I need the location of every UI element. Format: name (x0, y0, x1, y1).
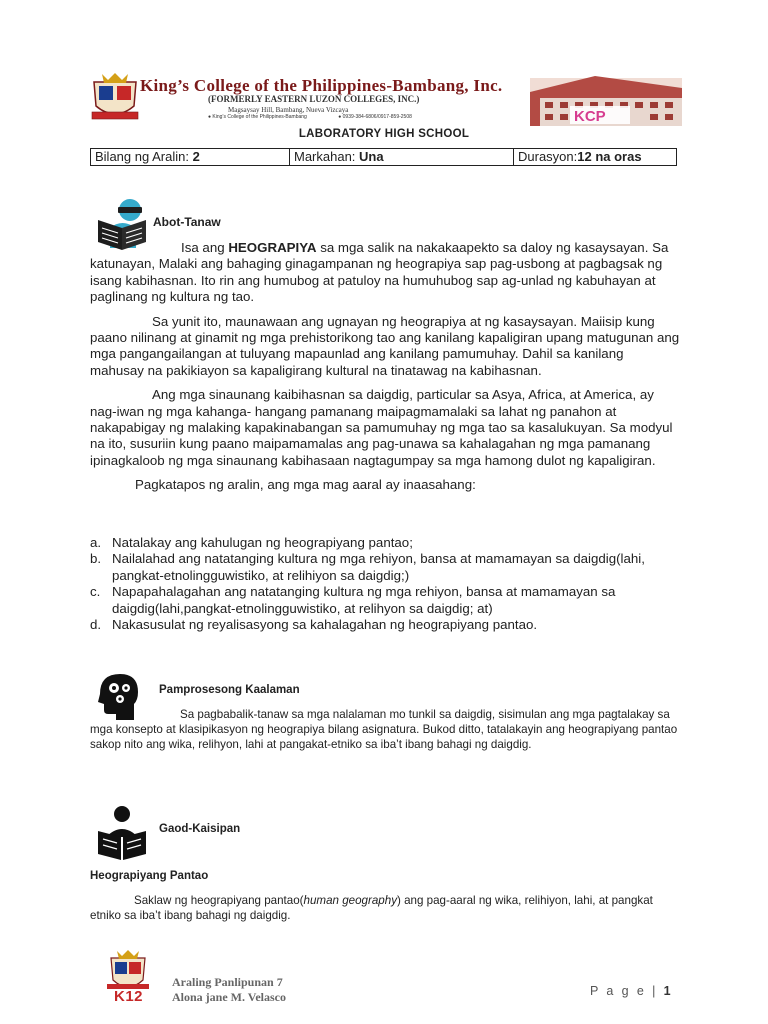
list-text: Nailalahad ang natatanging kultura ng mga rehiyon, bansa at mamamayan sa daigdig(lahi, pangkat-etnolingguwistiko, at relihiyon sa daigdig;) (112, 551, 645, 583)
school-crest-logo (92, 73, 138, 119)
lesson-number-value: 2 (192, 149, 200, 164)
list-item (90, 535, 660, 551)
school-former-name: (FORMERLY EASTERN LUZON COLLEGES, INC.) (208, 94, 420, 104)
heograpiyang-pantao-heading: Heograpiyang Pantao (90, 870, 209, 882)
list-item (90, 617, 660, 633)
footer-author: Alona jane M. Velasco (172, 990, 286, 1004)
list-item (90, 551, 660, 584)
quarter-label: Markahan: (294, 149, 356, 164)
p1-text-b: sa mga salik na nakakaapekto sa daloy ng kasaysayan. Sa katunayan, Malaki ang bahaging ginagampanan ng heograpiya sap pag-usbong at pagbagsak ng isang kabihasnan. Ito rin ang humubog at patuloy na humuhubog sap ag-unlad ng kabuhayan at paglinang ng kultura ng tao. (90, 240, 669, 305)
page-indicator (590, 984, 673, 998)
paragraph-3: Ang mga sinaunang kaibihasnan sa daigdig, particular sa Asya, Africa, at America, ay nag-iwan ng mga kahanga- hangang pamanang maipagmamalaki sa lahat ng panahon at nakapabigay ng malaking kapakinabangan sa pamumuhay ng mga tao sa kasalukuyan. Sa modyul na ito, susuriin kung paano maipamamalas ang pag-unawa sa kahalagahan ng mga pamanang ipinagkaloob ng mga sinaunang kabihasaan nagtagumpay sa mga hamong dulot ng kapaligiran. (90, 387, 673, 468)
list-marker: b. (90, 551, 102, 567)
list-text: Napapahalagahan ang natatanging kultura ng mga rehiyon, bansa at mamamayan sa daigdig(lahi,pangkat-etnolingguwistiko, at relihyon sa daigdig; at) (112, 584, 616, 616)
list-marker: a. (90, 535, 102, 550)
lesson-number-cell (91, 149, 290, 166)
footer-subject: Araling Panlipunan 7 (172, 975, 283, 989)
paragraph-2: Sa yunit ito, maunawaan ang ugnayan ng heograpiya at ng kasaysayan. Maiisip kung paano nilinang at ginamit ng mga prehistorikong tao ang kanilang kapaligiran upang matugunan ang mga pangangailangan at tuluyang mapaunlad ang kanilang pamumuhay. Dahil sa kanilang mahusay na pakikiayon sa kapaligirang kultural na tinatawag na kabihasnan. (90, 313, 680, 378)
gaod-italic-term: human geography (303, 894, 397, 907)
p1-keyword: HEOGRAPIYA (228, 240, 317, 255)
pamprosesong-body (90, 708, 680, 752)
paragraph-1 (90, 240, 680, 306)
reader-book-icon (96, 805, 148, 861)
unit-title: LABORATORY HIGH SCHOOL (298, 128, 470, 140)
page-number: 1 (663, 984, 673, 998)
page-label: P a g e (590, 984, 647, 998)
school-address: Magsaysay Hill, Bambang, Nueva Vizcaya (228, 106, 349, 114)
abot-tanaw-title: Abot-Tanaw (153, 215, 221, 229)
lesson-info-table (90, 148, 677, 166)
gaod-text-b: ) ang pag-aaral ng wika, relihiyon, lahi, at pangkat etniko sa iba’t ibang bahagi ng daigdig. (90, 894, 653, 922)
phone-icon: ● (338, 114, 342, 120)
duration-label: Durasyon: (518, 149, 578, 164)
school-name: King’s College of the Philippines-Bambang, Inc. (140, 76, 503, 95)
abot-tanaw-body (90, 240, 680, 494)
paragraph-4: Pagkatapos ng aralin, ang mga mag aaral ay inaasahang: (135, 477, 476, 493)
k12-logo: K12 (114, 988, 144, 1005)
quarter-value: Una (359, 149, 384, 164)
list-item (90, 584, 660, 617)
duration-value: 12 na oras (577, 149, 642, 164)
page-separator: | (652, 984, 658, 998)
duration-cell (514, 149, 677, 166)
facebook-text: King’s College of the Philippines-Bambang (212, 114, 307, 120)
quarter-cell (290, 149, 514, 166)
kcp-logo-text: KCP (574, 108, 606, 125)
list-text: Nakasusulat ng reyalisasyong sa kahalagahan ng heograpiyang pantao. (112, 617, 538, 633)
pamprosesong-title: Pamprosesong Kaalaman (159, 684, 300, 696)
facebook-icon: ● (208, 114, 212, 120)
gaod-text-a: Saklaw ng heograpiyang pantao( (134, 894, 304, 907)
gaod-body (90, 894, 670, 924)
list-marker: d. (90, 617, 102, 633)
gaod-paragraph (90, 894, 670, 924)
list-marker: c. (90, 584, 101, 600)
gaod-kaisipan-title: Gaod-Kaisipan (159, 823, 241, 835)
objectives-list (90, 535, 660, 633)
pamprosesong-paragraph: Sa pagbabalik-tanaw sa mga nalalaman mo tunkil sa daigdig, sisimulan ang mga pagtalakay sa mga konsepto at klasipikasyon ng heograpiya bilang asignatura. Bukod ditto, tatalakayin ang heograpiyang pantao sakop nito ang wika, relihyon, lahi at pangakat-etniko sa iba’t ibang bahagi ng daigdig. (90, 708, 678, 751)
lesson-number-label: Bilang ng Aralin: (95, 149, 189, 164)
list-text: Natalakay ang kahulugan ng heograpiyang pantao; (112, 535, 413, 550)
phone-text: 0939-384-6806/0917-859-2508 (342, 114, 412, 120)
school-contacts (208, 114, 412, 120)
campus-building-graphic (530, 76, 682, 126)
p1-text-a: Isa ang (181, 240, 229, 255)
